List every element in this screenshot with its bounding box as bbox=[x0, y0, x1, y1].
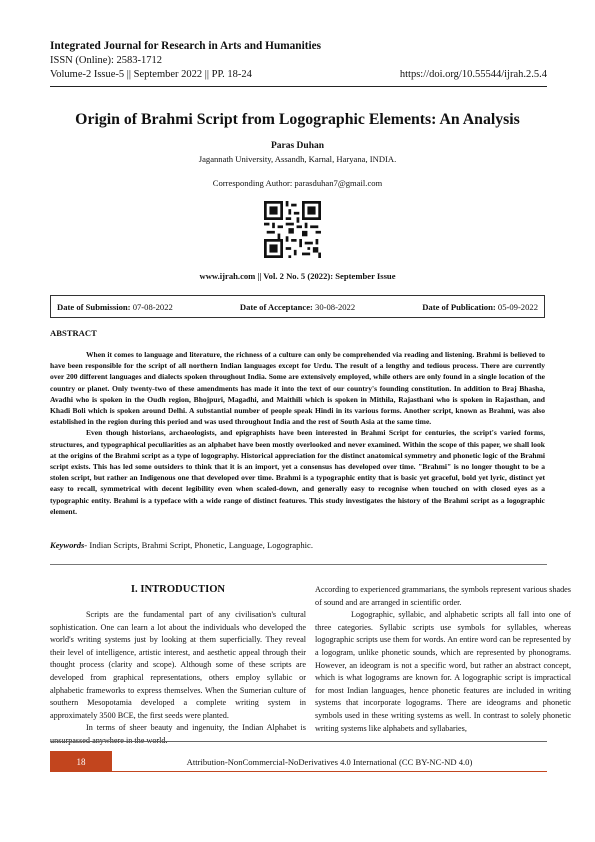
publication-value: 05-09-2022 bbox=[497, 301, 538, 312]
keywords-text: Indian Scripts, Brahmi Script, Phonetic, Language, Logographic. bbox=[87, 540, 314, 550]
abstract-paragraph-1: When it comes to language and literature, the richness of a culture can only be comprehended via reading and listening. Brahmi is believed to have been responsible for the script of all northern Indian languages except for Urdu. The result of a lengthy and tedious process. There are currently over 200 different languages and dialects spoken throughout India. Some are extensively employed, while others are only found in a single location of the country or planet. Only twenty-two of these amendments has made it into the text of our country's founding constitution. In addition to Braj Bhasha, Avadhi who is spoken in the Oudh region, Bhojpuri, Magadhi, and Maithili which is spoken in Mithila, Rajasthani who is spoken in Rajasthan, and Khadi Boli which is spoken around Delhi. A substantial number of people speak Hindi in its various forms. Another script, known as Brahmi, was also established in the region during this period and was used throughout India and the rest of South Asia at the same time. bbox=[50, 350, 545, 427]
section-divider bbox=[50, 564, 547, 565]
license-text: Attribution-NonCommercial-NoDerivatives 4.0 International (CC BY-NC-ND 4.0) bbox=[186, 756, 473, 767]
abstract-body bbox=[50, 349, 545, 517]
keywords bbox=[50, 540, 313, 550]
intro-paragraph-1: Scripts are the fundamental part of any civilisation's cultural sophistication. One can learn a lot about the individuals who developed the world's writing systems just by looking at them superficially. They reveal their level of intelligence, artistic interest, and aesthetic appeal through their thought process (clarity and scope). Although some of these scripts are developed from graphical representations, others employ syllabic or alphabetic frameworks to express themselves. When the Sumerian culture of southern Mesopotamia developed a complete writing system in approximately 3500 BCE, the first seeds were planted. bbox=[50, 610, 306, 720]
publication-label: Date of Publication: bbox=[422, 301, 496, 312]
dates-box bbox=[50, 295, 545, 318]
corresponding-author[interactable]: Corresponding Author: parasduhan7@gmail.com bbox=[212, 178, 383, 188]
submission-label: Date of Submission: bbox=[57, 301, 131, 312]
doi-link[interactable]: https://doi.org/10.55544/ijrah.2.5.4 bbox=[399, 69, 547, 80]
publication-date bbox=[422, 302, 538, 312]
paper-title: Origin of Brahmi Script from Logographic Elements: An Analysis bbox=[75, 111, 520, 128]
acceptance-date bbox=[240, 302, 355, 312]
volume-info: Volume-2 Issue-5 || September 2022 || PP. 18-24 bbox=[50, 69, 252, 80]
column-left bbox=[50, 584, 306, 748]
section-heading-introduction: I. INTRODUCTION bbox=[130, 584, 226, 595]
acceptance-value: 30-08-2022 bbox=[315, 301, 356, 312]
author-name: Paras Duhan bbox=[270, 141, 325, 151]
page-number: 18 bbox=[50, 751, 112, 772]
issn: ISSN (Online): 2583-1712 bbox=[50, 55, 162, 66]
intro-paragraph-2: In terms of sheer beauty and ingenuity, the Indian Alphabet is unsurpassed anywhere in the world. bbox=[50, 723, 306, 745]
journal-site-line[interactable]: www.ijrah.com || Vol. 2 No. 5 (2022): September Issue bbox=[199, 271, 396, 281]
affiliation: Jagannath University, Assandh, Karnal, Haryana, INDIA. bbox=[198, 154, 397, 164]
intro-paragraph-3: According to experienced grammarians, the symbols represent various shades of sound and are arranged in scientific order. bbox=[315, 585, 571, 607]
submission-date bbox=[57, 302, 173, 312]
abstract-paragraph-2: Even though historians, archaeologists, and epigraphists have been interested in Brahmi Script for centuries, the script's varied forms, structures, and typographical peculiarities as an alphabet have been mostly overlooked and never examined. Within the scope of this paper, we shall look at the origins of the Brahmi script as a type of logography. Historical appreciation for the distinct anatomical symmetry and phonetic logic of the Brahmi script exists. This has led some outsiders to think that it is an import, yet a consensus has developed over time. "Brahmi" is no longer thought to be a stolen script, but rather an Indigenous one that developed over time. Brahmi is a typographic entity that is basic yet graceful, bold yet lyric, distinct yet easy to recall, symmetrical with decent legibility even when scaled-down, and generally easy to recognise when touched on with closed eyes as a typographic entity. Brahmi is a typeface with a wide range of distinct features. This study investigates the history of the Brahmi script as a logographic element. bbox=[50, 428, 545, 516]
column-right bbox=[315, 584, 571, 735]
journal-title: Integrated Journal for Research in Arts and Humanities bbox=[50, 40, 322, 52]
intro-paragraph-4: Logographic, syllabic, and alphabetic scripts all fall into one of three categories. Syllabic scripts use symbols for syllables, whereas logographic scripts use them for words. An entire word can be represented by a logogram, unlike phonetic sounds, which are represented by phonograms. However, an ideogram is not a specific word, but rather an abstract concept, which is what logograms are known for. A logographic script is impractical for most Indian languages, hence phonetic features are included in writing systems that incorporate logograms. There are ideograms and phonetic symbols used in these writing systems as well. In contrast to solely phonetic writing systems like alphabets and syllabaries, bbox=[315, 610, 571, 733]
page-footer bbox=[50, 751, 547, 772]
acceptance-label: Date of Acceptance: bbox=[239, 301, 313, 312]
qr-code-icon bbox=[264, 201, 321, 258]
header-divider bbox=[50, 86, 547, 87]
footer-accent-line bbox=[110, 771, 547, 772]
keywords-label: Keywords- bbox=[50, 540, 88, 550]
abstract-heading: ABSTRACT bbox=[50, 328, 97, 338]
submission-value: 07-08-2022 bbox=[132, 301, 173, 312]
footer-divider bbox=[50, 741, 547, 742]
